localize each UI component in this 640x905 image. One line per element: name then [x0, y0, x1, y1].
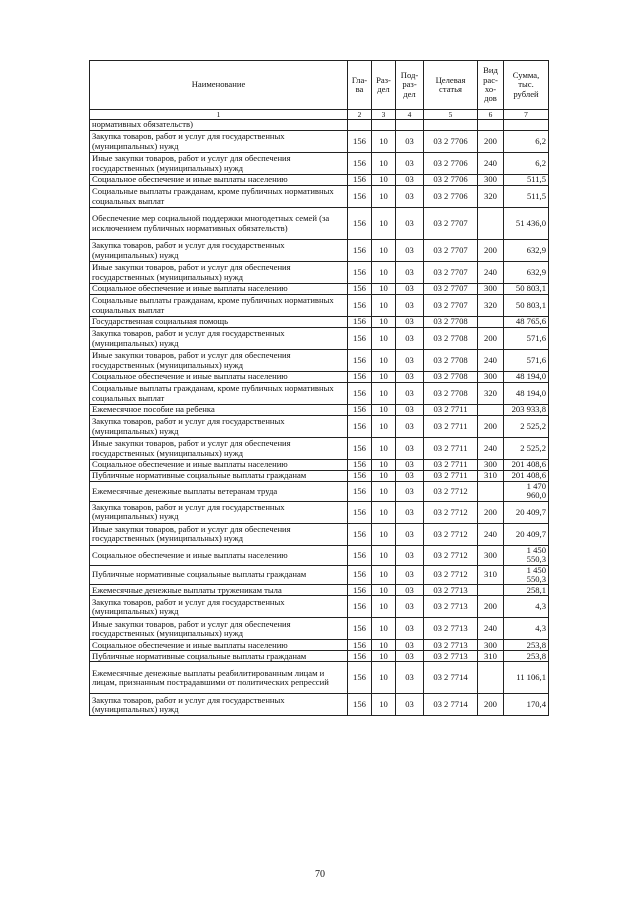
row-name: Социальное обеспечение и иные выплаты населению: [90, 175, 348, 186]
row-vid: 300: [478, 372, 504, 383]
row-glava: 156: [348, 295, 372, 317]
row-razdel: 10: [372, 295, 396, 317]
row-glava: 156: [348, 186, 372, 208]
row-sum: 201 408,6: [504, 460, 549, 471]
row-razdel: 10: [372, 186, 396, 208]
row-name: Социальное обеспечение и иные выплаты населению: [90, 460, 348, 471]
row-name: Публичные нормативные социальные выплаты гражданам: [90, 565, 348, 585]
row-sum: 632,9: [504, 262, 549, 284]
column-number: 5: [424, 110, 478, 120]
row-article: 03 2 7707: [424, 295, 478, 317]
row-podrazdel: 03: [396, 471, 424, 482]
row-razdel: 10: [372, 350, 396, 372]
row-glava: 156: [348, 284, 372, 295]
row-name: Социальные выплаты гражданам, кроме публичных нормативных социальных выплат: [90, 186, 348, 208]
row-razdel: 10: [372, 175, 396, 186]
row-vid: 310: [478, 471, 504, 482]
table-row: [90, 240, 549, 262]
header-vid: Вид рас-хо-дов: [478, 61, 504, 110]
row-vid: 320: [478, 186, 504, 208]
row-name: Иные закупки товаров, работ и услуг для обеспечения государственных (муниципальных) нужд: [90, 262, 348, 284]
row-podrazdel: 03: [396, 175, 424, 186]
table-row: [90, 545, 549, 565]
column-number: 6: [478, 110, 504, 120]
header-article: Целевая статья: [424, 61, 478, 110]
row-name: Закупка товаров, работ и услуг для государственных (муниципальных) нужд: [90, 694, 348, 716]
row-vid: [478, 662, 504, 694]
row-sum: 511,5: [504, 175, 549, 186]
row-article: 03 2 7712: [424, 545, 478, 565]
header-glava: Гла-ва: [348, 61, 372, 110]
row-glava: 156: [348, 438, 372, 460]
row-name: Социальные выплаты гражданам, кроме публичных нормативных социальных выплат: [90, 295, 348, 317]
row-podrazdel: 03: [396, 328, 424, 350]
row-name: Обеспечение мер социальной поддержки многодетных семей (за исключением публичных нормативных обязательств): [90, 208, 348, 240]
row-sum: 51 436,0: [504, 208, 549, 240]
header-podrazdel: Под-раз-дел: [396, 61, 424, 110]
budget-table: [89, 60, 549, 716]
row-podrazdel: 03: [396, 240, 424, 262]
column-number: 3: [372, 110, 396, 120]
table-row: [90, 262, 549, 284]
row-glava: 156: [348, 523, 372, 545]
row-podrazdel: 03: [396, 153, 424, 175]
row-name: Ежемесячные денежные выплаты реабилитированным лицам и лицам, признанным пострадавшими от политических репрессий: [90, 662, 348, 694]
row-name: Ежемесячные денежные выплаты труженикам тыла: [90, 585, 348, 596]
row-glava: 156: [348, 471, 372, 482]
table-header-row: [90, 61, 549, 110]
row-podrazdel: 03: [396, 482, 424, 502]
row-glava: 156: [348, 208, 372, 240]
row-razdel: 10: [372, 585, 396, 596]
column-number: 2: [348, 110, 372, 120]
row-vid: 300: [478, 640, 504, 651]
row-vid: 300: [478, 545, 504, 565]
row-sum: 253,8: [504, 651, 549, 662]
row-name: Публичные нормативные социальные выплаты гражданам: [90, 471, 348, 482]
row-vid: 200: [478, 131, 504, 153]
row-podrazdel: 03: [396, 618, 424, 640]
table-row: [90, 317, 549, 328]
row-article: 03 2 7712: [424, 501, 478, 523]
row-name: Иные закупки товаров, работ и услуг для обеспечения государственных (муниципальных) нужд: [90, 618, 348, 640]
row-vid: 240: [478, 438, 504, 460]
row-vid: 240: [478, 350, 504, 372]
row-glava: 156: [348, 153, 372, 175]
row-podrazdel: 03: [396, 350, 424, 372]
row-name: Закупка товаров, работ и услуг для государственных (муниципальных) нужд: [90, 328, 348, 350]
row-razdel: 10: [372, 438, 396, 460]
row-razdel: 10: [372, 240, 396, 262]
row-vid: 320: [478, 295, 504, 317]
row-article: 03 2 7707: [424, 240, 478, 262]
row-vid: 240: [478, 262, 504, 284]
row-razdel: 10: [372, 640, 396, 651]
table-row: [90, 585, 549, 596]
row-razdel: 10: [372, 262, 396, 284]
row-article: 03 2 7713: [424, 585, 478, 596]
row-razdel: 10: [372, 383, 396, 405]
table-row: [90, 482, 549, 502]
row-razdel: 10: [372, 208, 396, 240]
row-article: 03 2 7711: [424, 460, 478, 471]
table-row: [90, 565, 549, 585]
row-vid: 200: [478, 596, 504, 618]
row-article: 03 2 7713: [424, 618, 478, 640]
row-glava: 156: [348, 662, 372, 694]
row-vid: [478, 208, 504, 240]
row-razdel: 10: [372, 694, 396, 716]
row-article: 03 2 7708: [424, 350, 478, 372]
row-sum: 48 194,0: [504, 372, 549, 383]
row-razdel: 10: [372, 153, 396, 175]
row-name: Иные закупки товаров, работ и услуг для обеспечения государственных (муниципальных) нужд: [90, 350, 348, 372]
row-glava: 156: [348, 131, 372, 153]
row-razdel: 10: [372, 618, 396, 640]
table-body: [90, 120, 549, 716]
row-podrazdel: 03: [396, 438, 424, 460]
row-glava: 156: [348, 350, 372, 372]
table-row: [90, 618, 549, 640]
row-vid: 310: [478, 651, 504, 662]
row-razdel: 10: [372, 131, 396, 153]
row-sum: 253,8: [504, 640, 549, 651]
row-article: 03 2 7706: [424, 186, 478, 208]
row-razdel: 10: [372, 328, 396, 350]
row-podrazdel: 03: [396, 596, 424, 618]
header-razdel: Раз-дел: [372, 61, 396, 110]
column-number: 1: [90, 110, 348, 120]
row-article: 03 2 7711: [424, 416, 478, 438]
row-article: 03 2 7707: [424, 262, 478, 284]
row-podrazdel: 03: [396, 208, 424, 240]
row-glava: 156: [348, 328, 372, 350]
row-article: 03 2 7707: [424, 284, 478, 295]
row-vid: 200: [478, 328, 504, 350]
row-sum: 1 450 550,3: [504, 545, 549, 565]
row-vid: 300: [478, 284, 504, 295]
row-sum: 50 803,1: [504, 284, 549, 295]
row-name: Государственная социальная помощь: [90, 317, 348, 328]
row-razdel: 10: [372, 416, 396, 438]
row-article: 03 2 7711: [424, 438, 478, 460]
row-sum: 571,6: [504, 350, 549, 372]
page-number: 70: [315, 869, 325, 880]
row-razdel: 10: [372, 596, 396, 618]
row-glava: 156: [348, 585, 372, 596]
row-razdel: 10: [372, 501, 396, 523]
row-razdel: 10: [372, 482, 396, 502]
row-vid: 300: [478, 175, 504, 186]
table-row: [90, 501, 549, 523]
row-article: 03 2 7708: [424, 328, 478, 350]
table-row: [90, 694, 549, 716]
row-name: Иные закупки товаров, работ и услуг для обеспечения государственных (муниципальных) нужд: [90, 153, 348, 175]
row-razdel: 10: [372, 565, 396, 585]
row-razdel: 10: [372, 317, 396, 328]
row-sum: 201 408,6: [504, 471, 549, 482]
row-article: 03 2 7714: [424, 662, 478, 694]
row-name: Социальное обеспечение и иные выплаты населению: [90, 284, 348, 295]
row-vid: 200: [478, 694, 504, 716]
row-podrazdel: 03: [396, 651, 424, 662]
row-podrazdel: 03: [396, 186, 424, 208]
row-podrazdel: 03: [396, 501, 424, 523]
table-row: [90, 295, 549, 317]
row-vid: [478, 482, 504, 502]
row-podrazdel: 03: [396, 545, 424, 565]
row-glava: 156: [348, 383, 372, 405]
row-podrazdel: 03: [396, 317, 424, 328]
row-razdel: 10: [372, 372, 396, 383]
row-sum: 4,3: [504, 596, 549, 618]
row-sum: 48 765,6: [504, 317, 549, 328]
row-podrazdel: 03: [396, 295, 424, 317]
row-glava: 156: [348, 405, 372, 416]
row-sum: 170,4: [504, 694, 549, 716]
table-row: [90, 186, 549, 208]
table-row: [90, 208, 549, 240]
row-razdel: 10: [372, 405, 396, 416]
row-razdel: 10: [372, 545, 396, 565]
row-glava: 156: [348, 501, 372, 523]
row-glava: 156: [348, 545, 372, 565]
row-article: 03 2 7714: [424, 694, 478, 716]
row-podrazdel: 03: [396, 383, 424, 405]
row-podrazdel: 03: [396, 405, 424, 416]
row-article: 03 2 7713: [424, 651, 478, 662]
row-glava: 156: [348, 317, 372, 328]
table-row: [90, 284, 549, 295]
row-sum: 20 409,7: [504, 523, 549, 545]
row-name: Ежемесячное пособие на ребенка: [90, 405, 348, 416]
row-name: Закупка товаров, работ и услуг для государственных (муниципальных) нужд: [90, 131, 348, 153]
row-glava: 156: [348, 618, 372, 640]
row-article: 03 2 7711: [424, 471, 478, 482]
row-article: 03 2 7713: [424, 596, 478, 618]
row-article: 03 2 7711: [424, 405, 478, 416]
row-sum: 6,2: [504, 131, 549, 153]
row-article: 03 2 7713: [424, 640, 478, 651]
table-row: [90, 662, 549, 694]
row-razdel: 10: [372, 284, 396, 295]
row-podrazdel: 03: [396, 523, 424, 545]
row-article: 03 2 7712: [424, 565, 478, 585]
table-row: [90, 328, 549, 350]
continuation-text: нормативных обязательств): [90, 120, 348, 131]
column-number: 7: [504, 110, 549, 120]
row-razdel: 10: [372, 662, 396, 694]
row-name: Публичные нормативные социальные выплаты гражданам: [90, 651, 348, 662]
row-vid: 240: [478, 618, 504, 640]
row-podrazdel: 03: [396, 694, 424, 716]
row-glava: 156: [348, 372, 372, 383]
row-podrazdel: 03: [396, 460, 424, 471]
table-row: [90, 596, 549, 618]
row-podrazdel: 03: [396, 372, 424, 383]
row-podrazdel: 03: [396, 262, 424, 284]
table-row: [90, 640, 549, 651]
row-glava: 156: [348, 694, 372, 716]
column-number-row: [90, 110, 549, 120]
row-glava: 156: [348, 596, 372, 618]
row-glava: 156: [348, 482, 372, 502]
row-name: Социальные выплаты гражданам, кроме публичных нормативных социальных выплат: [90, 383, 348, 405]
row-sum: 571,6: [504, 328, 549, 350]
row-sum: 203 933,8: [504, 405, 549, 416]
row-sum: 1 470 960,0: [504, 482, 549, 502]
row-vid: [478, 585, 504, 596]
row-glava: 156: [348, 640, 372, 651]
row-name: Ежемесячные денежные выплаты ветеранам труда: [90, 482, 348, 502]
row-name: Социальное обеспечение и иные выплаты населению: [90, 545, 348, 565]
row-name: Закупка товаров, работ и услуг для государственных (муниципальных) нужд: [90, 240, 348, 262]
row-vid: 200: [478, 416, 504, 438]
row-vid: 240: [478, 153, 504, 175]
row-article: 03 2 7708: [424, 372, 478, 383]
table-row: [90, 405, 549, 416]
table-row: [90, 383, 549, 405]
row-vid: 200: [478, 240, 504, 262]
row-glava: 156: [348, 565, 372, 585]
row-sum: 511,5: [504, 186, 549, 208]
row-name: Иные закупки товаров, работ и услуг для обеспечения государственных (муниципальных) нужд: [90, 438, 348, 460]
row-glava: 156: [348, 651, 372, 662]
row-article: 03 2 7712: [424, 523, 478, 545]
row-sum: 48 194,0: [504, 383, 549, 405]
row-vid: 310: [478, 565, 504, 585]
row-podrazdel: 03: [396, 284, 424, 295]
table-row: [90, 471, 549, 482]
row-sum: 2 525,2: [504, 438, 549, 460]
row-sum: 258,1: [504, 585, 549, 596]
table-row: [90, 153, 549, 175]
row-name: Социальное обеспечение и иные выплаты населению: [90, 640, 348, 651]
row-article: 03 2 7706: [424, 153, 478, 175]
table-row: [90, 416, 549, 438]
row-podrazdel: 03: [396, 585, 424, 596]
table-row: [90, 438, 549, 460]
table-row: [90, 372, 549, 383]
table-row: [90, 523, 549, 545]
row-podrazdel: 03: [396, 416, 424, 438]
row-podrazdel: 03: [396, 131, 424, 153]
row-vid: [478, 405, 504, 416]
header-name: Наименование: [90, 61, 348, 110]
row-sum: 6,2: [504, 153, 549, 175]
header-sum: Сумма, тыс. рублей: [504, 61, 549, 110]
row-sum: 1 450 550,3: [504, 565, 549, 585]
row-razdel: 10: [372, 523, 396, 545]
row-razdel: 10: [372, 471, 396, 482]
row-name: Социальное обеспечение и иные выплаты населению: [90, 372, 348, 383]
row-vid: 240: [478, 523, 504, 545]
row-podrazdel: 03: [396, 640, 424, 651]
row-vid: 320: [478, 383, 504, 405]
row-name: Закупка товаров, работ и услуг для государственных (муниципальных) нужд: [90, 501, 348, 523]
row-sum: 11 106,1: [504, 662, 549, 694]
row-vid: [478, 317, 504, 328]
table-row: [90, 175, 549, 186]
column-number: 4: [396, 110, 424, 120]
row-sum: 4,3: [504, 618, 549, 640]
row-article: 03 2 7706: [424, 131, 478, 153]
row-article: 03 2 7712: [424, 482, 478, 502]
row-podrazdel: 03: [396, 662, 424, 694]
row-sum: 20 409,7: [504, 501, 549, 523]
row-sum: 50 803,1: [504, 295, 549, 317]
continuation-row: [90, 120, 549, 131]
row-razdel: 10: [372, 460, 396, 471]
row-glava: 156: [348, 262, 372, 284]
row-glava: 156: [348, 460, 372, 471]
row-glava: 156: [348, 240, 372, 262]
row-glava: 156: [348, 416, 372, 438]
table-row: [90, 131, 549, 153]
row-vid: 300: [478, 460, 504, 471]
row-podrazdel: 03: [396, 565, 424, 585]
row-name: Закупка товаров, работ и услуг для государственных (муниципальных) нужд: [90, 596, 348, 618]
row-sum: 632,9: [504, 240, 549, 262]
row-name: Закупка товаров, работ и услуг для государственных (муниципальных) нужд: [90, 416, 348, 438]
row-article: 03 2 7707: [424, 208, 478, 240]
row-article: 03 2 7708: [424, 317, 478, 328]
row-article: 03 2 7708: [424, 383, 478, 405]
table-row: [90, 651, 549, 662]
table-row: [90, 350, 549, 372]
row-article: 03 2 7706: [424, 175, 478, 186]
row-sum: 2 525,2: [504, 416, 549, 438]
row-razdel: 10: [372, 651, 396, 662]
table-row: [90, 460, 549, 471]
row-vid: 200: [478, 501, 504, 523]
row-name: Иные закупки товаров, работ и услуг для обеспечения государственных (муниципальных) нужд: [90, 523, 348, 545]
row-glava: 156: [348, 175, 372, 186]
